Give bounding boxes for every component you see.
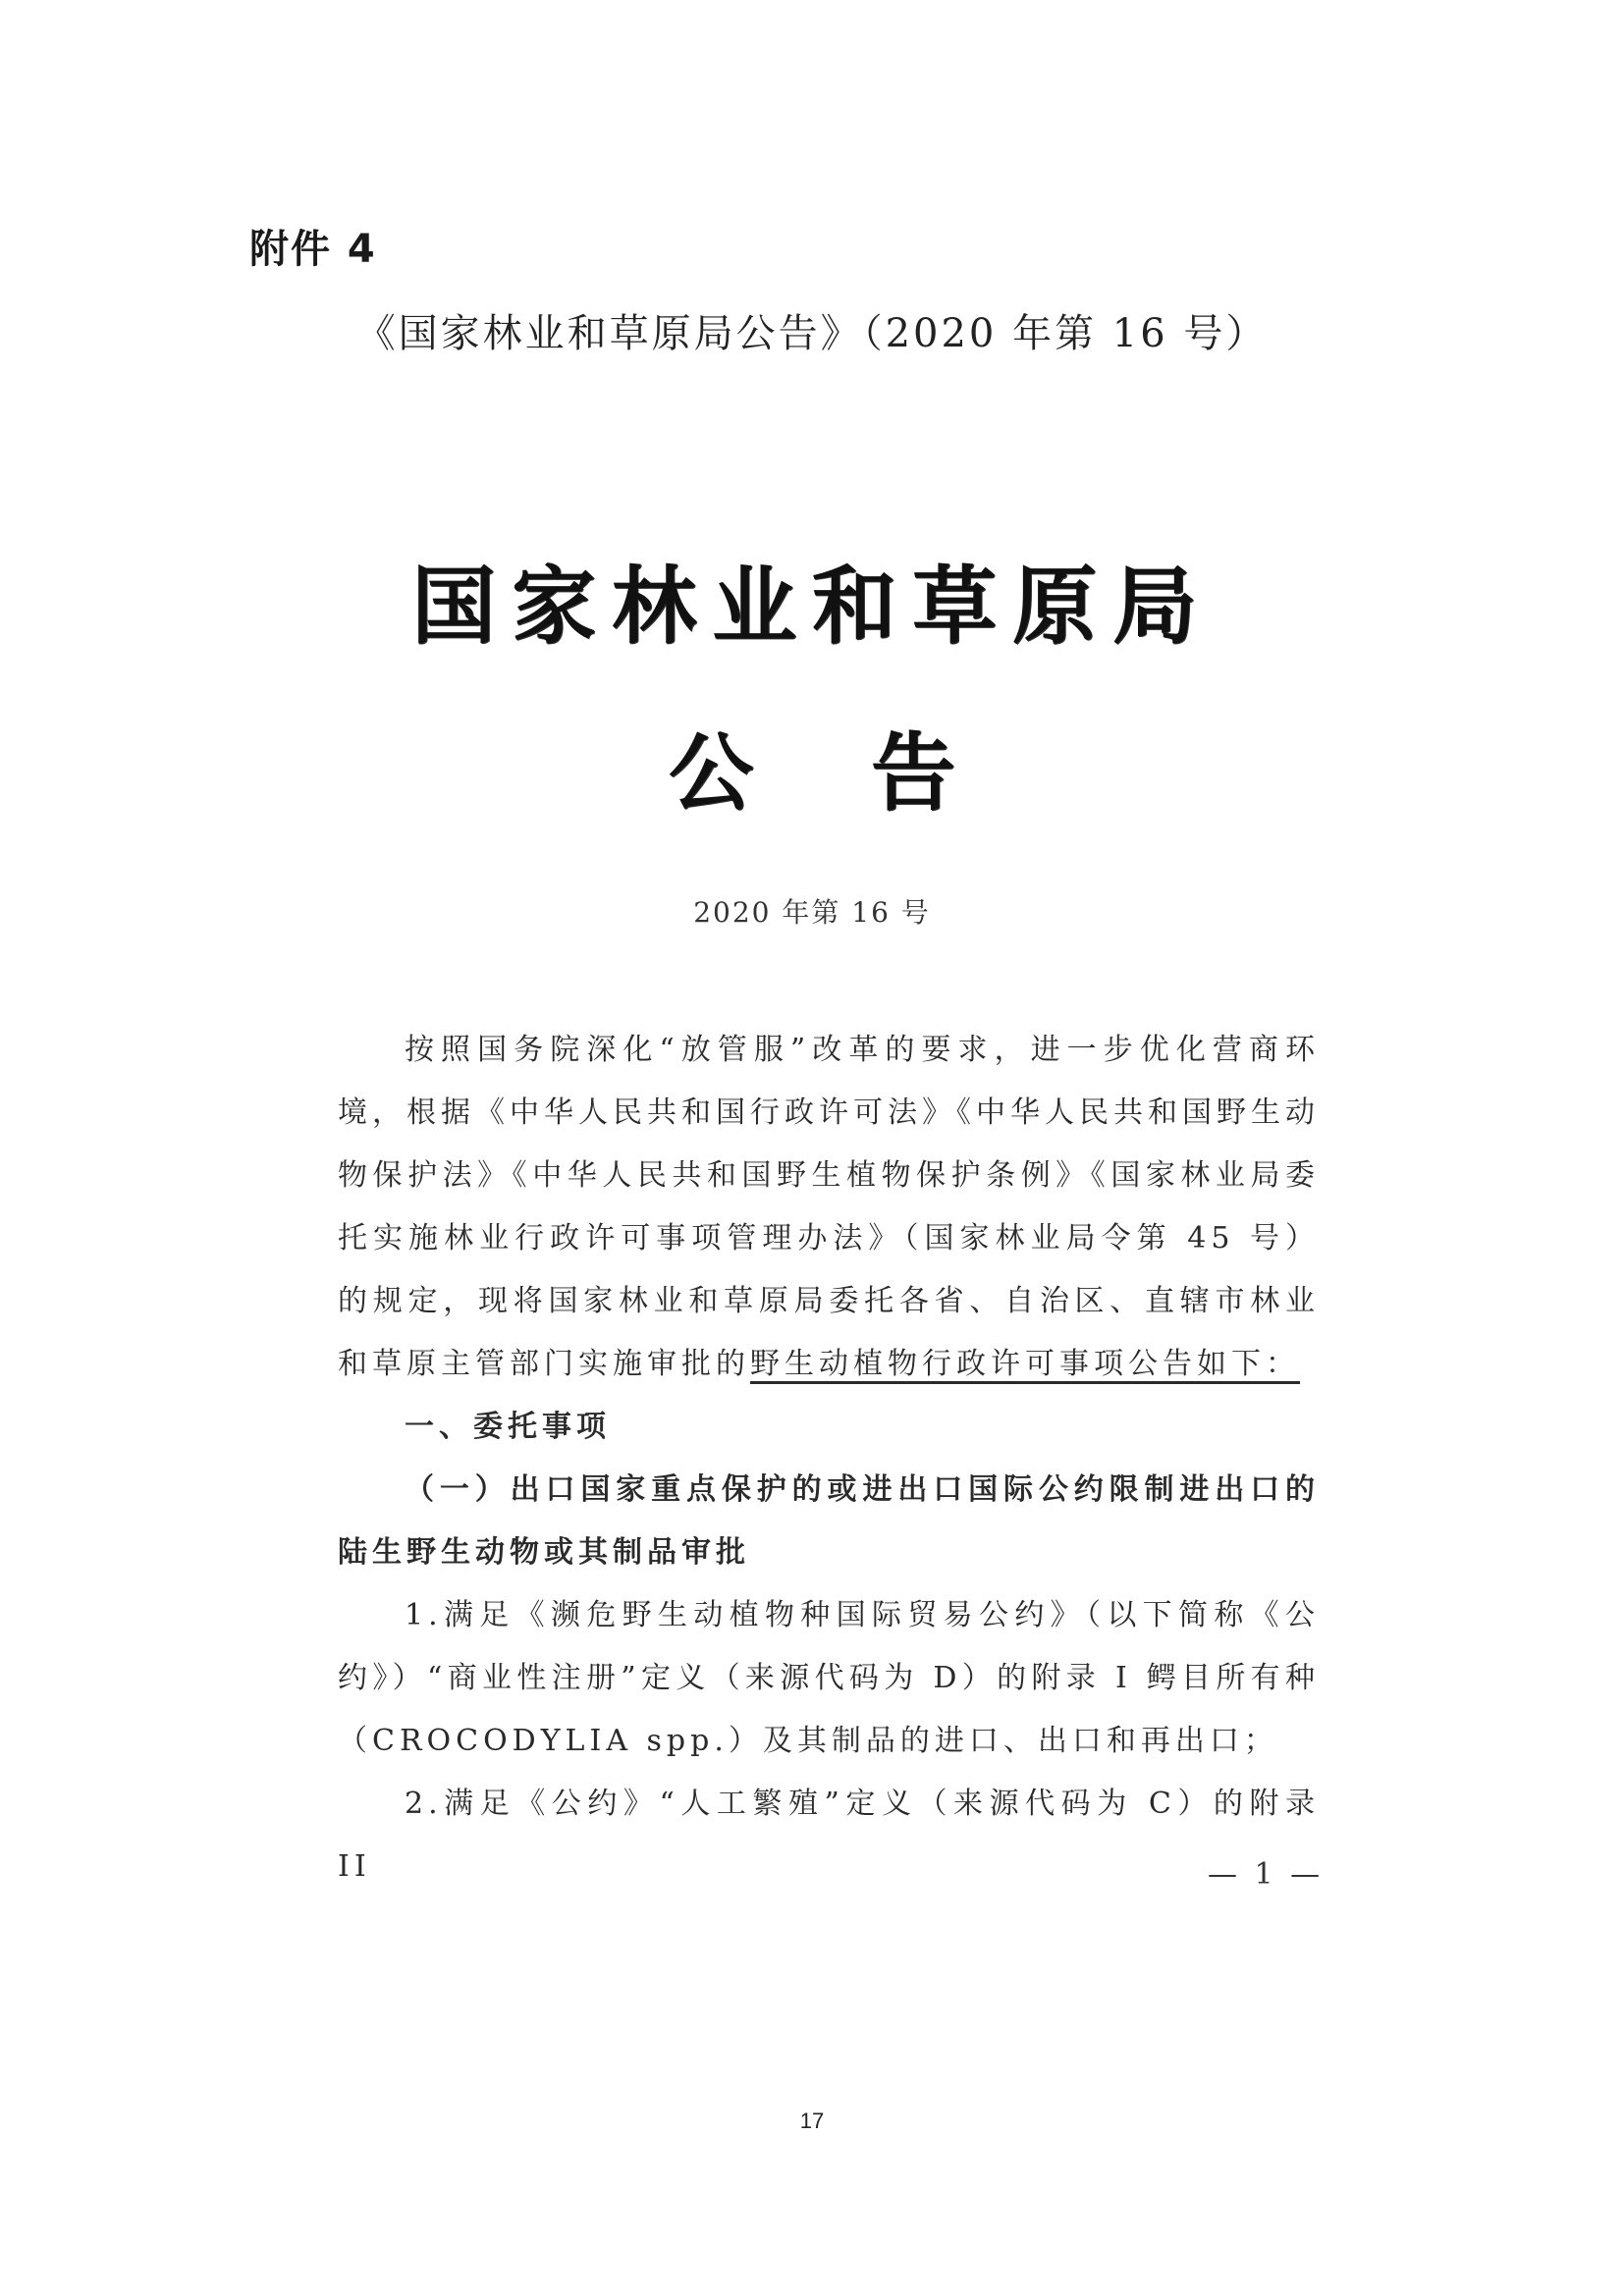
agency-title: 国家林业和草原局	[411, 557, 1213, 656]
subsection-heading: （一）出口国家重点保护的或进出口国际公约限制进出口的陆生野生动物或其制品审批	[338, 1472, 1320, 1570]
document-caption: 《国家林业和草原局公告》（2020 年第 16 号）	[355, 311, 1269, 356]
intro-text: 按照国务院深化“放管服”改革的要求，进一步优化营商环境，根据《中华人民共和国行政许可法》《中华人民共和国野生动物保护法》《中华人民共和国野生植物保护条例》《国家林业局委托实施林业行政许可事项管理办法》（国家林业局令第 45 号）的规定，现将国家林业和草原局委托各省、自治区、直辖市林业和草原主管部门实施审批的	[338, 1033, 1320, 1381]
scan-page-number: — 1 —	[1208, 1857, 1325, 1892]
notice-body	[338, 1019, 1320, 1898]
notice-heading: 公告	[669, 723, 1073, 823]
intro-paragraph	[338, 1019, 1320, 1396]
list-item: 2.满足《公约》“人工繁殖”定义（来源代码为 C）的附录 II	[338, 1787, 1320, 1884]
document-number: 2020 年第 16 号	[693, 896, 931, 929]
attachment-label: 附件 4	[249, 227, 377, 272]
page-number: 17	[799, 2109, 825, 2133]
intro-underlined-text: 野生动植物行政许可事项公告如下：	[750, 1347, 1300, 1381]
list-item: 1.满足《濒危野生动植物种国际贸易公约》（以下简称《公约》）“商业性注册”定义（来源代码为 D）的附录 I 鳄目所有种（CROCODYLIA spp.）及其制品的进口、出口和再出口；	[338, 1598, 1320, 1758]
section-heading: 一、委托事项	[405, 1410, 611, 1444]
